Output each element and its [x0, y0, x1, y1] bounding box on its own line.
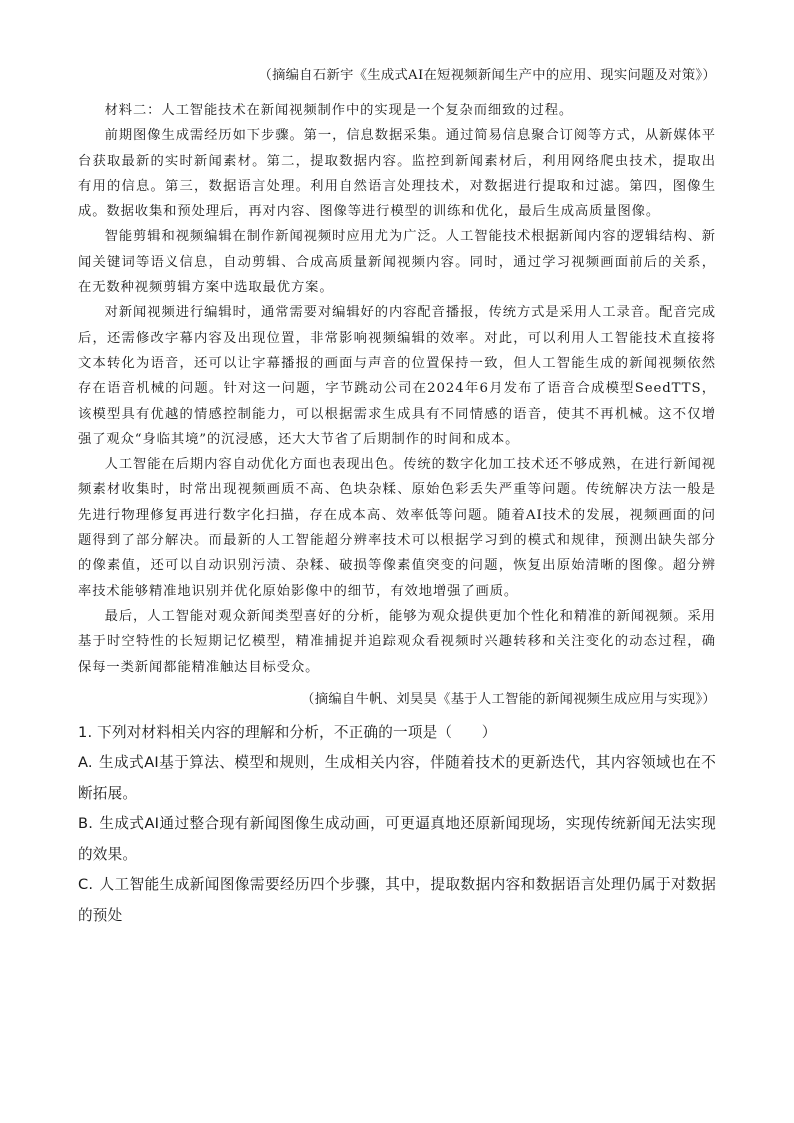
source-citation-bottom: （摘编自牛帆、刘昊昊《基于人工智能的新闻视频生成应用与实现》） [301, 691, 716, 707]
question-block [78, 718, 716, 932]
option-b [78, 809, 716, 870]
paragraph-voice-dubbing: 对新闻视频进行编辑时，通常需要对编辑好的内容配音播报，传统方式是采用人工录音。配音完成后，还需修改字幕内容及出现位置，非常影响视频编辑的效率。对此，可以利用人工智能技术直接将文本转化为语音，还可以让字幕播报的画面与声音的位置保持一致，但人工智能生成的新闻视频依然存在语音机械的问题。针对这一问题，字节跳动公司在2024年6月发布了语音合成模型SeedTTS，该模型具有优越的情感控制能力，可以根据需求生成具有不同情感的语音，使其不再机械。这不仅增强了观众“身临其境”的沉浸感，还大大节省了后期制作的时间和成本。 [78, 305, 716, 447]
paragraph-personalization: 最后，人工智能对观众新闻类型喜好的分析，能够为观众提供更加个性化和精准的新闻视频。采用基于时空特性的长短期记忆模型，精准捕捉并追踪观众看视频时兴趣转移和关注变化的动态过程，确保每一类新闻都能精准触达目标受众。 [78, 608, 716, 675]
option-text: 生成式AI通过整合现有新闻图像生成动画，可更逼真地还原新闻现场，实现传统新闻无法实现的效果。 [78, 815, 716, 863]
option-label: A. [78, 754, 93, 772]
material-two-intro: 材料二：人工智能技术在新闻视频制作中的实现是一个复杂而细致的过程。 [104, 103, 574, 118]
option-text: 人工智能生成新闻图像需要经历四个步骤，其中，提取数据内容和数据语言处理仍属于对数据的预处 [78, 876, 716, 924]
option-text: 生成式AI基于算法、模型和规则，生成相关内容，伴随着技术的更新迭代，其内容领域也在不断拓展。 [78, 754, 716, 802]
option-label: C. [78, 876, 94, 894]
paragraph-image-generation: 前期图像生成需经历如下步骤。第一，信息数据采集。通过简易信息聚合订阅等方式，从新媒体平台获取最新的实时新闻素材。第二，提取数据内容。监控到新闻素材后，利用网络爬虫技术，提取出有用的信息。第三，数据语言处理。利用自然语言处理技术，对数据进行提取和过滤。第四，图像生成。数据收集和预处理后，再对内容、图像等进行模型的训练和优化，最后生成高质量图像。 [78, 128, 716, 220]
option-label: B. [78, 815, 94, 833]
question-stem: 1. 下列对材料相关内容的理解和分析，不正确的一项是（ ） [78, 723, 497, 741]
paragraph-smart-editing: 智能剪辑和视频编辑在制作新闻视频时应用尤为广泛。人工智能技术根据新闻内容的逻辑结构、新闻关键词等语义信息，自动剪辑、合成高质量新闻视频内容。同时，通过学习视频画面前后的关系，在无数种视频剪辑方案中选取最优方案。 [78, 229, 716, 296]
option-a [78, 748, 716, 809]
source-citation-top: （摘编自石新宇《生成式AI在短视频新闻生产中的应用、现实问题及对策》） [258, 68, 716, 83]
option-c [78, 870, 716, 931]
paragraph-post-optimization: 人工智能在后期内容自动优化方面也表现出色。传统的数字化加工技术还不够成熟，在进行新闻视频素材收集时，时常出现视频画质不高、色块杂糅、原始色彩丢失严重等问题。传统解决方法一般是先进行物理修复再进行数字化扫描，存在成本高、效率低等问题。随着AI技术的发展，视频画面的问题得到了部分解决。而最新的人工智能超分辨率技术可以根据学习到的模式和规律，预测出缺失部分的像素值，还可以自动识别污渍、杂糅、破损等像素值突变的问题，恢复出原始清晰的图像。超分辨率技术能够精准地识别并优化原始影像中的细节，有效地增强了画质。 [78, 457, 716, 599]
